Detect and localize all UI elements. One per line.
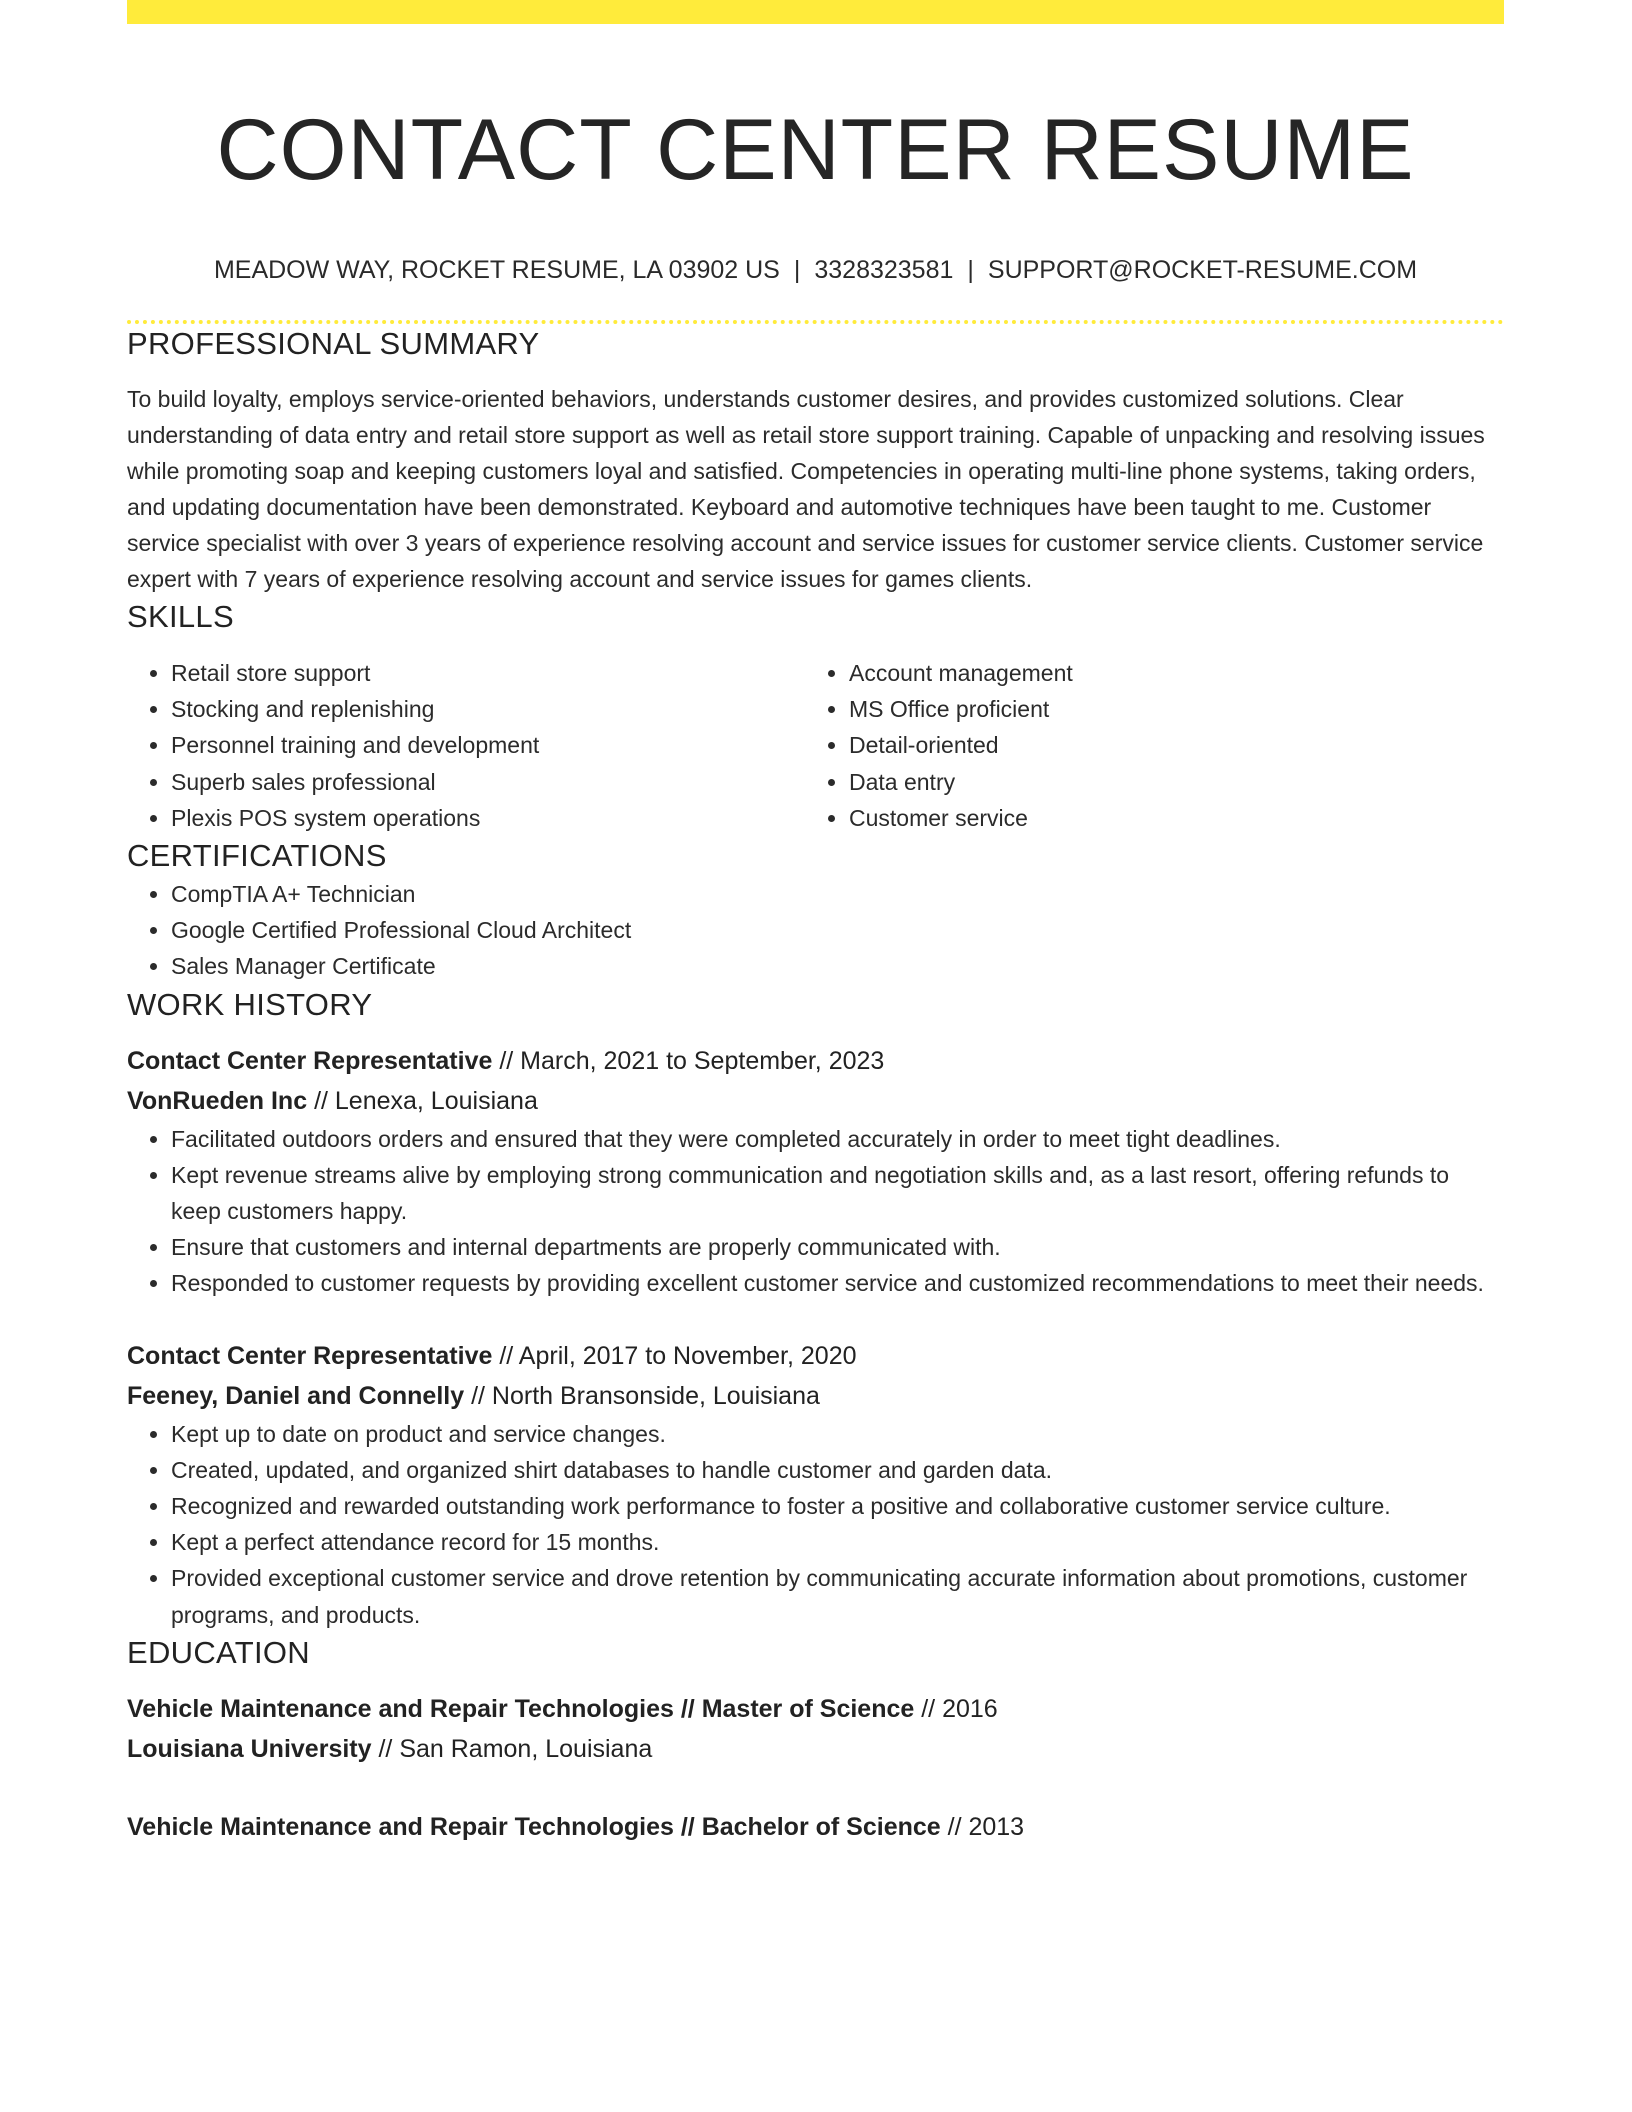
skill-item: • Personnel training and development [171, 727, 805, 763]
skill-item: • Retail store support [171, 655, 805, 691]
skills-left-list [127, 655, 805, 836]
job-bullet: • Provided exceptional customer service and drove retention by communicating accurate information about promotions, customer programs, and products. [171, 1560, 1504, 1632]
job-title-line [127, 1041, 1504, 1081]
contact-address: MEADOW WAY, ROCKET RESUME, LA 03902 US [213, 256, 780, 284]
accent-top-bar [127, 0, 1504, 24]
job-title: Contact Center Representative [127, 1046, 493, 1075]
education-year: // 2013 [947, 1812, 1025, 1841]
job-company: VonRueden Inc [127, 1086, 308, 1115]
job-bullet: • Created, updated, and organized shirt databases to handle customer and garden data. [171, 1452, 1504, 1488]
contact-phone: 3328323581 [814, 256, 954, 284]
skills-right-list [805, 655, 1483, 836]
job-title-line [127, 1336, 1504, 1376]
contact-email: SUPPORT@ROCKET-RESUME.COM [987, 256, 1418, 284]
contact-line [127, 254, 1504, 286]
job-bullet: • Ensure that customers and internal departments are properly communicated with. [171, 1229, 1504, 1265]
certifications-list [127, 876, 1504, 985]
work-history-heading: WORK HISTORY [127, 986, 373, 1022]
job-location: // Lenexa, Louisiana [314, 1086, 538, 1115]
skills-right-column [805, 655, 1483, 836]
skills-columns [127, 655, 1504, 836]
education-degree: Vehicle Maintenance and Repair Technologies // Bachelor of Science [127, 1812, 941, 1841]
summary-heading: PROFESSIONAL SUMMARY [127, 326, 540, 361]
job-bullet: • Responded to customer requests by providing excellent customer service and customized recommendations to meet their needs. [171, 1265, 1504, 1301]
education-year: // 2016 [921, 1694, 998, 1723]
education-degree-line [127, 1807, 1504, 1847]
job-location: // North Bransonside, Louisiana [471, 1381, 820, 1410]
education-location: // San Ramon, Louisiana [378, 1734, 653, 1763]
skill-item: • MS Office proficient [849, 691, 1483, 727]
education-degree: Vehicle Maintenance and Repair Technologies // Master of Science [127, 1694, 915, 1723]
contact-separator: | [967, 256, 974, 284]
job-title: Contact Center Representative [127, 1341, 493, 1370]
job-company-line [127, 1081, 1504, 1121]
job-bullets [127, 1121, 1504, 1302]
job-bullet: • Kept up to date on product and service changes. [171, 1416, 1504, 1452]
job-bullets [127, 1416, 1504, 1633]
resume-page [127, 0, 1504, 1847]
job-bullet: • Kept revenue streams alive by employing strong communication and negotiation skills and, as a last resort, offering refunds to keep customers happy. [171, 1157, 1504, 1229]
skills-left-column [127, 655, 805, 836]
job-dates: // March, 2021 to September, 2023 [499, 1046, 885, 1075]
certifications-heading: CERTIFICATIONS [127, 838, 387, 874]
skill-item: • Account management [849, 655, 1483, 691]
education-school-line [127, 1729, 1504, 1769]
job-company-line [127, 1376, 1504, 1416]
job-bullet: • Recognized and rewarded outstanding work performance to foster a positive and collaborative customer service culture. [171, 1488, 1504, 1524]
job-bullet: • Kept a perfect attendance record for 15 months. [171, 1524, 1504, 1560]
skill-item: • Plexis POS system operations [171, 800, 805, 836]
certification-item: • CompTIA A+ Technician [171, 876, 1504, 912]
skills-heading: SKILLS [127, 599, 234, 634]
certification-item: • Sales Manager Certificate [171, 948, 1504, 984]
job-company: Feeney, Daniel and Connelly [127, 1381, 465, 1410]
job-bullet: • Facilitated outdoors orders and ensured that they were completed accurately in order to meet tight deadlines. [171, 1121, 1504, 1157]
education-degree-line [127, 1689, 1504, 1729]
skill-item: • Superb sales professional [171, 764, 805, 800]
contact-separator: | [793, 256, 801, 284]
job-dates: // April, 2017 to November, 2020 [499, 1341, 857, 1370]
summary-text: To build loyalty, employs service-oriented behaviors, understands customer desires, and provides customized solutions. Clear understanding of data entry and retail store support as well as retail store support training. Capable of unpacking and resolving issues while promoting soap and keeping customers loyal and satisfied. Competencies in operating multi-line phone systems, taking orders, and updating documentation have been demonstrated. Keyboard and automotive techniques have been taught to me. Customer service specialist with over 3 years of experience resolving account and service issues for customer service clients. Customer service expert with 7 years of experience resolving account and service issues for games clients. [127, 386, 1485, 592]
resume-title: CONTACT CENTER RESUME [216, 102, 1415, 198]
skill-item: • Customer service [849, 800, 1483, 836]
education-school: Louisiana University [127, 1734, 372, 1763]
skill-item: • Stocking and replenishing [171, 691, 805, 727]
skill-item: • Data entry [849, 764, 1483, 800]
certification-item: • Google Certified Professional Cloud Architect [171, 912, 1504, 948]
education-heading: EDUCATION [127, 1634, 310, 1670]
skill-item: • Detail-oriented [849, 727, 1483, 763]
